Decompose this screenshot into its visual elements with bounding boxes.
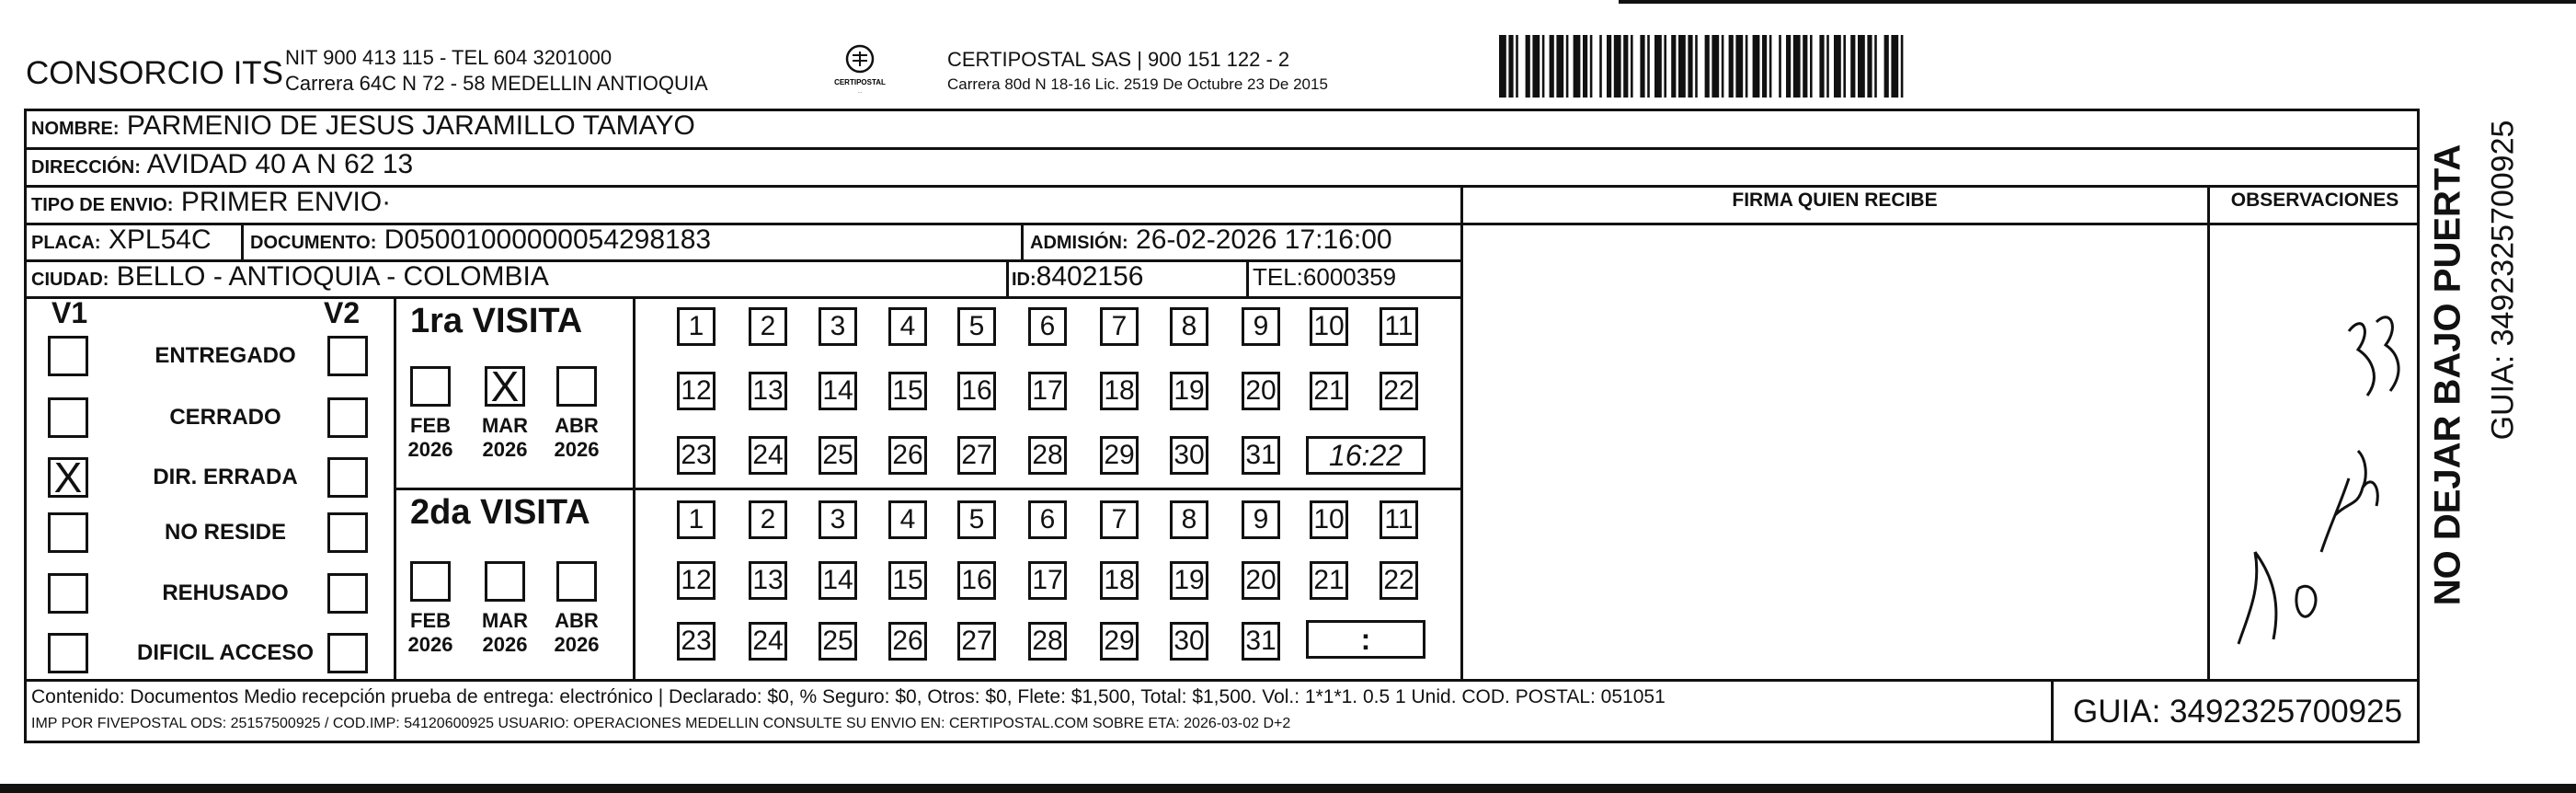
visit1-day-box[interactable]: 21 [1310, 372, 1348, 410]
visit2-title: 2da VISITA [410, 493, 590, 532]
visit2-day-box[interactable]: 21 [1310, 561, 1348, 600]
visit1-day-box[interactable]: 2 [749, 307, 787, 346]
visit1-day-box[interactable]: 27 [957, 436, 996, 475]
visit2-day-box[interactable]: 4 [888, 500, 927, 539]
visit2-year-label: 2026 [554, 633, 600, 656]
ciudad-value: BELLO - ANTIOQUIA - COLOMBIA [116, 261, 549, 292]
v1-checkbox[interactable]: X [48, 457, 88, 498]
visit1-day-box[interactable]: 23 [677, 436, 716, 475]
visit2-day-box[interactable]: 3 [819, 500, 857, 539]
v1-checkbox[interactable] [48, 633, 88, 673]
v2-checkbox[interactable] [327, 397, 368, 438]
visit1-day-box[interactable]: 5 [957, 307, 996, 346]
documento-row [250, 224, 711, 256]
visit1-month-label: FEB [410, 414, 451, 437]
visit1-day-box[interactable]: 16 [957, 372, 996, 410]
visit1-time: 16:22 [1328, 438, 1403, 472]
side-text [2424, 120, 2521, 653]
tel-value: 6000359 [1302, 263, 1397, 291]
visit2-day-box[interactable]: 15 [888, 561, 927, 600]
firma-header: FIRMA QUIEN RECIBE [1732, 190, 1938, 211]
visit2-month-checkbox[interactable] [556, 561, 597, 602]
tel-label: TEL: [1253, 263, 1303, 291]
visit2-day-box[interactable]: 13 [749, 561, 787, 600]
visit1-day-box[interactable]: 18 [1100, 372, 1139, 410]
visit2-day-box[interactable]: 24 [749, 622, 787, 661]
address-line: Carrera 64C N 72 - 58 MEDELLIN ANTIOQUIA [285, 72, 708, 95]
admision-label: ADMISIÓN: [1030, 233, 1128, 253]
visit2-year-label: 2026 [482, 633, 528, 656]
visit2-day-box[interactable]: 8 [1170, 500, 1208, 539]
visit1-day-box[interactable]: 26 [888, 436, 927, 475]
v1-checkbox[interactable] [48, 336, 88, 376]
company-name: CONSORCIO ITS [26, 55, 284, 91]
visit2-day-box[interactable]: 11 [1380, 500, 1418, 539]
visit1-day-box[interactable]: 19 [1170, 372, 1208, 410]
admision-value: 26-02-2026 17:16:00 [1136, 224, 1392, 255]
id-row [1012, 261, 1143, 293]
side-no-dejar: NO DEJAR BAJO PUERTA [2427, 144, 2468, 606]
v1-checkbox[interactable] [48, 573, 88, 614]
visit1-day-box[interactable]: 22 [1380, 372, 1418, 410]
sep-visit-rows [394, 488, 1460, 490]
visit1-month-checkbox[interactable] [556, 366, 597, 407]
placa-row [31, 224, 212, 256]
visit1-year-label: 2026 [554, 438, 600, 461]
visit1-month-checkbox[interactable]: X [485, 366, 525, 407]
visit2-day-box[interactable]: 25 [819, 622, 857, 661]
visit1-day-box[interactable]: 10 [1310, 307, 1348, 346]
visit1-day-box[interactable]: 28 [1028, 436, 1067, 475]
visit1-year-label: 2026 [407, 438, 453, 461]
id-label: ID: [1012, 270, 1036, 290]
visit2-time-box[interactable] [1306, 620, 1425, 659]
nombre-value: PARMENIO DE JESUS JARAMILLO TAMAYO [126, 110, 695, 141]
visit2-day-box[interactable]: 14 [819, 561, 857, 600]
svg-text:CERTIPOSTAL: CERTIPOSTAL [834, 78, 886, 86]
carrier-address: Carrera 80d N 18-16 Lic. 2519 De Octubre 23 De 2015 [947, 75, 1328, 93]
visit2-time: : [1360, 622, 1371, 656]
visit2-day-box[interactable]: 7 [1100, 500, 1139, 539]
visit2-day-box[interactable]: 29 [1100, 622, 1139, 661]
visit1-day-box[interactable]: 1 [677, 307, 716, 346]
v1-label: V1 [52, 296, 88, 329]
direccion-row [31, 149, 413, 180]
visit1-month-label: ABR [555, 414, 599, 437]
row-line-5 [24, 296, 1460, 299]
visit1-day-box[interactable]: 9 [1242, 307, 1280, 346]
status-label: NO RESIDE [164, 520, 287, 545]
visit1-year-label: 2026 [482, 438, 528, 461]
visit2-month-label: FEB [410, 609, 451, 632]
top-edge [1619, 0, 2576, 4]
v2-checkbox[interactable] [327, 457, 368, 498]
visit1-day-box[interactable]: 20 [1242, 372, 1280, 410]
visit2-day-box[interactable]: 2 [749, 500, 787, 539]
sep-guia [2051, 679, 2054, 743]
visit1-day-box[interactable]: 13 [749, 372, 787, 410]
visit2-day-box[interactable]: 5 [957, 500, 996, 539]
visit1-day-box[interactable]: 3 [819, 307, 857, 346]
sep-id [1006, 259, 1009, 296]
v2-checkbox[interactable] [327, 633, 368, 673]
imp-line: IMP POR FIVEPOSTAL ODS: 25157500925 / COD.IMP: 54120600925 USUARIO: OPERACIONES MEDELLIN CONSULTE SU ENVIO EN: CERTIPOSTAL.COM SOBRE ETA: 2026-03-02 D+2 [31, 716, 1291, 731]
visit1-day-box[interactable]: 7 [1100, 307, 1139, 346]
carrier-line: CERTIPOSTAL SAS | 900 151 122 - 2 [947, 48, 1290, 71]
v2-label: V2 [324, 296, 361, 329]
status-label: REHUSADO [162, 580, 289, 605]
visit1-month-checkbox[interactable] [410, 366, 451, 407]
ciudad-label: CIUDAD: [31, 270, 109, 290]
documento-label: DOCUMENTO: [250, 233, 377, 253]
visit2-day-box[interactable]: 23 [677, 622, 716, 661]
row-line-footer [24, 679, 2420, 682]
sep-firma [1460, 185, 1463, 679]
status-label: DIFICIL ACCESO [136, 640, 314, 665]
visit2-year-label: 2026 [407, 633, 453, 656]
sep-admision [1021, 223, 1024, 259]
side-guia: GUIA: 3492325700925 [2485, 120, 2521, 441]
visit2-day-box[interactable]: 10 [1310, 500, 1348, 539]
visit1-day-box[interactable]: 4 [888, 307, 927, 346]
visit2-day-box[interactable]: 22 [1380, 561, 1418, 600]
visit1-day-box[interactable]: 25 [819, 436, 857, 475]
ciudad-row [31, 261, 549, 293]
visit1-day-box[interactable]: 17 [1028, 372, 1067, 410]
visit1-title: 1ra VISITA [410, 302, 583, 340]
contenido-line: Contenido: Documentos Medio recepción prueba de entrega: electrónico | Declarado: $0, % Seguro: $0, Otros: $0, Flete: $1,500, Total: $1,500. Vol.: 1*1*1. 0.5 1 Unid. COD. POSTAL: 051051 [31, 686, 1666, 707]
tipo-value: PRIMER ENVIO· [180, 187, 392, 217]
visit1-time-box[interactable] [1306, 436, 1425, 475]
visit2-day-box[interactable]: 16 [957, 561, 996, 600]
visit2-month-checkbox[interactable] [485, 561, 525, 602]
visit2-month-label: MAR [481, 609, 529, 632]
nombre-row [31, 110, 695, 142]
visit2-day-box[interactable]: 17 [1028, 561, 1067, 600]
visit2-day-box[interactable]: 26 [888, 622, 927, 661]
guia-footer: GUIA: 3492325700925 [2073, 694, 2403, 730]
sep-tel [1246, 259, 1249, 296]
visit2-day-box[interactable]: 1 [677, 500, 716, 539]
bottom-edge [0, 784, 2576, 793]
v2-checkbox[interactable] [327, 336, 368, 376]
tipo-row [31, 187, 391, 218]
direccion-label: DIRECCIÓN: [31, 157, 141, 178]
certipostal-logo [828, 42, 892, 98]
visit1-month-label: MAR [481, 414, 529, 437]
v1-checkbox[interactable] [48, 512, 88, 553]
v2-checkbox[interactable] [327, 573, 368, 614]
observaciones-header: OBSERVACIONES [2230, 190, 2399, 211]
visit1-day-box[interactable]: 12 [677, 372, 716, 410]
status-label: CERRADO [169, 405, 281, 430]
admision-row [1030, 224, 1392, 256]
tipo-label: TIPO DE ENVIO: [31, 195, 174, 215]
sep-placa [241, 223, 244, 259]
visit1-day-box[interactable]: 8 [1170, 307, 1208, 346]
visit1-day-box[interactable]: 30 [1170, 436, 1208, 475]
visit2-day-box[interactable]: 30 [1170, 622, 1208, 661]
visit2-day-box[interactable]: 20 [1242, 561, 1280, 600]
visit2-day-box[interactable]: 19 [1170, 561, 1208, 600]
id-value: 8402156 [1036, 261, 1144, 292]
placa-label: PLACA: [31, 233, 101, 253]
status-label: DIR. ERRADA [153, 465, 298, 489]
visit2-day-box[interactable]: 12 [677, 561, 716, 600]
visit1-day-box[interactable]: 6 [1028, 307, 1067, 346]
visit1-day-box[interactable]: 15 [888, 372, 927, 410]
barcode [1499, 35, 2198, 98]
visit2-month-label: ABR [555, 609, 599, 632]
placa-value: XPL54C [108, 224, 212, 255]
visit2-day-box[interactable]: 6 [1028, 500, 1067, 539]
visit2-month-checkbox[interactable] [410, 561, 451, 602]
visit1-day-box[interactable]: 24 [749, 436, 787, 475]
visit2-day-box[interactable]: 18 [1100, 561, 1139, 600]
sep-obs [2207, 185, 2210, 679]
tel-row [1253, 263, 1396, 292]
nombre-label: NOMBRE: [31, 119, 120, 139]
v2-checkbox[interactable] [327, 512, 368, 553]
observation-handwriting [2211, 276, 2413, 662]
visit1-day-box[interactable]: 31 [1242, 436, 1280, 475]
logo-small-text: ... [857, 89, 863, 95]
direccion-value: AVIDAD 40 A N 62 13 [146, 149, 414, 179]
v1-checkbox[interactable] [48, 397, 88, 438]
visit1-day-box[interactable]: 11 [1380, 307, 1418, 346]
visit1-day-box[interactable]: 29 [1100, 436, 1139, 475]
visit2-day-box[interactable]: 31 [1242, 622, 1280, 661]
visit2-day-box[interactable]: 28 [1028, 622, 1067, 661]
documento-value: D05001000000054298183 [384, 224, 712, 255]
nit-line: NIT 900 413 115 - TEL 604 3201000 [285, 46, 613, 69]
visit2-day-box[interactable]: 27 [957, 622, 996, 661]
visit1-day-box[interactable]: 14 [819, 372, 857, 410]
status-label: ENTREGADO [155, 343, 296, 368]
visit2-day-box[interactable]: 9 [1242, 500, 1280, 539]
